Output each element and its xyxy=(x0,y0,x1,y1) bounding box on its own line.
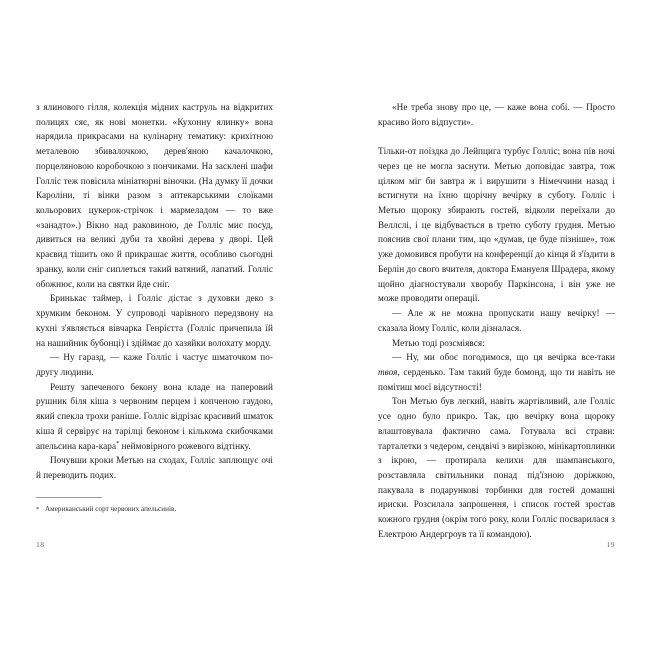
paragraph: Бринькає таймер, і Голліс дістає з духовки деко з хрумким беконом. У супроводі чарівного передзвону на кухні з'являється вівчарка Генрієтта (Голліс причепила їй на нашийник бубонці) і здіймає до хазяйки волохату морду. xyxy=(36,293,273,348)
paragraph-text-after-emphasis: , серденько. Там такий буде бомонд, що ти навіть не помітиш моєї відсутності! xyxy=(378,366,615,392)
footnote-marker[interactable]: * xyxy=(116,439,120,447)
paragraph-text-before-marker: Решту запеченого бекону вона кладе на паперовий рушник біля кіша з червоним перцем і копченою гаудою, який спекла трохи раніше. Голліс відрізає красивий шматок кіша й сервірує на тарілці беконом і кількома скибочками апельсина кара-кара xyxy=(36,381,273,451)
paragraph: «Не треба знову про це, — каже вона собі. — Просто красиво його відпусти». xyxy=(378,102,615,127)
footnote-star-symbol: * xyxy=(36,506,40,513)
paragraph: Метью тоді розсміявся: xyxy=(392,337,485,348)
right-page xyxy=(325,0,650,650)
paragraph: з ялинового гілля, колекція мідних каструль на відкритих полицях сяє, як нові монетки. «Кухонну ялинку» вона нарядила прикрасами на кулінарну тематику: крихітною металевою збивалочкою, дерев'яною качалочкою, порцеляновою коробочкою з пончиками. На засклені шафи Голліс теж повісила мініатюрні віночки. (На думку її дочки Кароліни, ті вінки разом з аптекарськими слоїками кольорових цукерок-стрічок і мармеладом — то вже «занадто».) Вікно над раковиною, де Голліс миє посуд, дивиться на великі дуби та хвойні дерева у дворі. Цей краєвид тішить око й прикрашає життя, особливо сьогодні зранку, коли сніг сиплеться такий ватяний, лапатий. Голліс обожнює, коли на святки йде сніг. xyxy=(36,102,273,289)
left-text-column xyxy=(36,100,273,483)
footnote-separator-rule xyxy=(36,497,102,498)
page-number-right: 19 xyxy=(606,540,615,549)
footnote-block xyxy=(36,497,273,515)
paragraph-text-before-emphasis: — Ну, ми обоє погодимося, що ця вечірка все-таки xyxy=(392,352,615,363)
paragraph-with-footnote-marker xyxy=(36,380,273,454)
paragraph: Тон Метью був легкий, навіть жартівливий, але Голліс усе одно було прикро. Так, цю вечірку вона щороку влаштовувала фактично сама. Готувала всі страви: тарталетки з чедером, сендвічі з вирізкою, мінікартоплинки з ікрою, — протирала келихи для шампанського, розставляла світильники понад під'їзною доріжкою, пакувала в подарункові торбинки для гостей домашні ириски. Розсилала запрошення, і список гостей зростав кожного грудня (окрім того року, коли Голліс посварилася з Електрою Андергроув та її командою). xyxy=(378,396,615,539)
paragraph: Почувши кроки Метью на сходах, Голліс заплющує очі й переводить подих. xyxy=(36,455,273,480)
paragraph: Тільки-от поїздка до Лейпцига турбує Голліс; вона пів ночі через це не могла заснути. Метью доповідає завтра, тож цілком міг би завтра ж і вирушити з Німеччини назад і встигнути на їхню щорічну вечірку в суботу. Голліс і Метью щороку збирають гостей, відколи переїхали до Веллслі, і це відбувається в третю суботу грудня. Метью пояснив свої плани тим, що «думав, це буде пізніше», тож уже домовився пробути на конференції до кінця й з'їздити в Берлін до свого вчителя, доктора Емануеля Шрадера, якому щойно діагностували хворобу Паркінсона, і він уже не може проводити операції. xyxy=(378,146,615,304)
footnote-entry xyxy=(36,504,273,515)
page-number-left: 18 xyxy=(36,540,45,549)
right-text-column xyxy=(378,100,615,542)
emphasized-word: твоя xyxy=(378,366,398,377)
paragraph-with-emphasis xyxy=(378,350,615,394)
footnote-text: Американський сорт червоних апельсинів. xyxy=(45,505,177,513)
paragraph: — Ну гаразд, — каже Голліс і частує шматочком по-другу людини. xyxy=(36,352,273,377)
paragraph-text-after-marker: неймовірного рожевого відтінку. xyxy=(119,440,251,451)
paragraph: — Але ж не можна пропускати нашу вечірку! — сказала йому Голліс, коли дізналася. xyxy=(378,308,615,333)
